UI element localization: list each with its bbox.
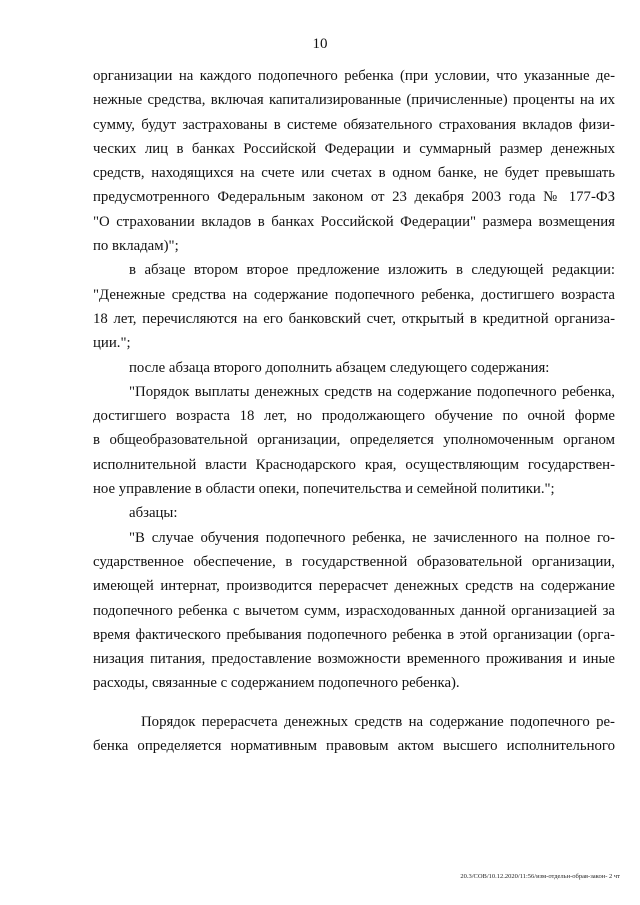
text-line: "В случае обучения подопечного ребенка, не зачисленного на полное го- <box>129 529 615 546</box>
text-line: низация питания, предоставление возможности временного проживания и иные <box>93 651 615 668</box>
text-line: по вкладам)"; <box>93 238 179 255</box>
text-line: время фактического пребывания подопечного ребенка в этой организации (орга- <box>93 626 615 643</box>
text-line: нежные средства, включая капитализированные (причисленные) проценты на их <box>93 92 615 109</box>
text-line: средств, находящихся на счете или счетах в одном банке, не будет превышать <box>93 165 615 182</box>
text-line: "Денежные средства на содержание подопечного ребенка, достигшего возраста <box>93 286 615 303</box>
document-footer-code: 20.3/СОВ/10.12.2020/11:56/изм-отдельн-обрав-закон- 2 чт <box>460 873 620 880</box>
text-line: "О страховании вкладов в банках Российской Федерации" размера возмещения <box>93 213 615 230</box>
text-line: сударственное обеспечение, в государственной образовательной организации, <box>93 553 615 570</box>
text-line: ции."; <box>93 335 131 352</box>
text-line: имеющей интернат, производится перерасчет денежных средств на содержание <box>93 578 615 595</box>
text-line: достигшего возраста 18 лет, но продолжающего обучение по очной форме <box>93 408 615 425</box>
text-line: Порядок перерасчета денежных средств на содержание подопечного ре- <box>141 713 615 730</box>
text-line: после абзаца второго дополнить абзацем следующего содержания: <box>129 359 550 376</box>
text-line: расходы, связанные с содержанием подопечного ребенка). <box>93 675 460 692</box>
text-line: сумму, будут застрахованы в системе обязательного страхования вкладов физи- <box>93 116 615 133</box>
paragraph-gap <box>93 696 615 710</box>
text-line: ческих лиц в банках Российской Федерации и суммарный размер денежных <box>93 140 615 157</box>
text-line: в абзаце втором второе предложение изложить в следующей редакции: <box>129 262 615 279</box>
text-line: в общеобразовательной организации, определяется уполномоченным органом <box>93 432 615 449</box>
document-body <box>93 64 615 758</box>
text-line: 18 лет, перечисляются на его банковский счет, открытый в кредитной организа- <box>93 310 615 327</box>
text-line: абзацы: <box>129 505 178 522</box>
text-line: подопечного ребенка с вычетом сумм, израсходованных данной организацией за <box>93 602 615 619</box>
page-number: 10 <box>312 36 328 52</box>
text-line: исполнительной власти Краснодарского края, осуществляющим государствен- <box>93 456 615 473</box>
text-line: ное управление в области опеки, попечительства и семейной политики."; <box>93 481 555 498</box>
text-line: организации на каждого подопечного ребенка (при условии, что указанные де- <box>93 68 615 84</box>
text-line: бенка определяется нормативным правовым актом высшего исполнительного <box>93 738 615 755</box>
text-line: предусмотренного Федеральным законом от 23 декабря 2003 года № 177-ФЗ <box>93 189 615 206</box>
text-line: "Порядок выплаты денежных средств на содержание подопечного ребенка, <box>129 383 615 400</box>
